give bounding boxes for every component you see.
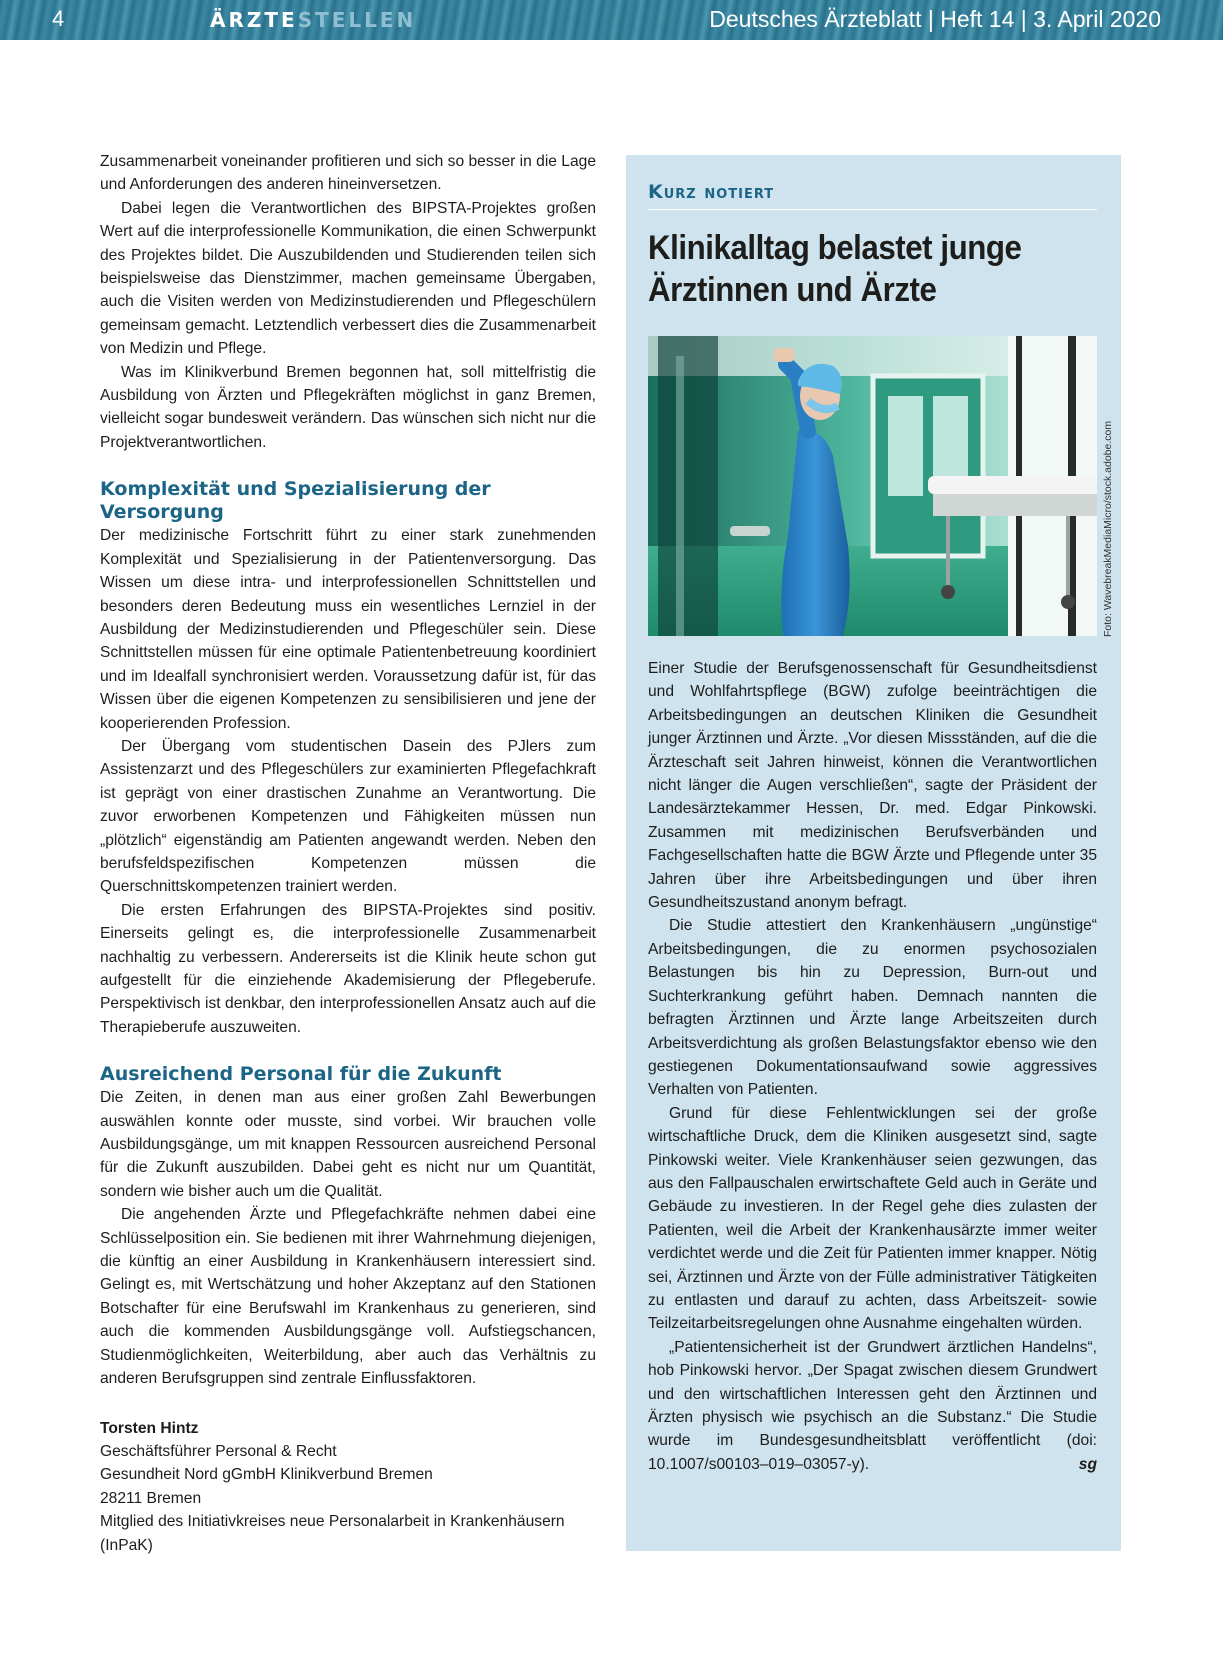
author-organization: Gesundheit Nord gGmbH Klinikverbund Bremen bbox=[100, 1466, 433, 1484]
issue-info: Deutsches Ärzteblatt | Heft 14 | 3. April 2020 bbox=[709, 6, 1161, 32]
author-membership: Mitglied des Initiativkreises neue Personalarbeit in Krankenhäusern (InPaK) bbox=[100, 1513, 565, 1554]
paragraph: Grund für diese Fehlentwicklungen sei der große wirtschaftliche Druck, dem die Kliniken ausgesetzt sind, sagte Pinkowski weiter. Viele Krankenhäuser seien gezwungen, das aus den Fallpauschalen erwirtschaftete Geld auch in Geräte und Gebäude zu investieren. In der Regel gehe dies zulasten der Patienten, weil die Arbeit der Krankenhausärzte immer weiter verdichtet werde und die Zeit für Patienten immer knapper. Nötig sei, Ärztinnen und Ärzte von der Fülle administrativer Tätigkeiten zu entlasten und darauf zu achten, dass Arbeitszeit- sowie Teilzeitarbeitsregelungen ohne Ausnahme eingehalten würden. bbox=[648, 1104, 1097, 1333]
main-article-column bbox=[100, 150, 596, 1557]
paragraph: Der Übergang vom studentischen Dasein des PJlers zum Assistenzarzt und des Pflegeschülers zur examinierten Pflegefachkraft ist geprägt von einer drastischen Zunahme an Verantwortung. Die zuvor erworbenen Kompetenzen und Fähigkeiten müssen nun „plötzlich“ eigenständig am Patienten angewandt werden. Neben den berufsfeldspezifischen Kompetenzen müssen die Querschnittskompetenzen trainiert werden. bbox=[100, 737, 596, 896]
section-heading: Ausreichend Personal für die Zukunft bbox=[100, 1063, 502, 1086]
masthead-part-2: STELLEN bbox=[297, 8, 417, 32]
box-headline: Klinikalltag belastet junge Ärztinnen und Ärzte bbox=[648, 229, 1022, 309]
author-name: Torsten Hintz bbox=[100, 1419, 199, 1437]
paragraph-text: „Patientensicherheit ist der Grundwert ärztlichen Handelns“, hob Pinkowski hervor. „Der Spagat zwischen diesem Grundwert und den wirtschaftlichen Interessen geht den Ärztinnen und Ärzten physisch wie psychisch an die Substanz.“ Die Studie wurde im Bundesgesundheitsblatt veröffentlicht (doi: 10.1007/s00103–019–03057-y). bbox=[648, 1338, 1097, 1473]
paragraph-last bbox=[648, 1336, 1097, 1476]
author-role: Geschäftsführer Personal & Recht bbox=[100, 1442, 337, 1460]
paragraph: Die angehenden Ärzte und Pflegefachkräfte nehmen dabei eine Schlüsselposition ein. Sie bedienen mit ihrer Wahrnehmung diejenigen, die künftig an einer Ausbildung in Krankenhäusern interessiert sind. Gelingt es, mit Wertschätzung und hoher Akzeptanz auf den Stationen Botschafter für eine Berufswahl im Krankenhaus zu generieren, sind auch die kommenden Ausbildungsgänge voll. Aufstiegschancen, Studienmöglichkeiten, Weiterbildung, aber auch das Verhältnis zu anderen Berufsgruppen sind zentrale Einflussfaktoren. bbox=[100, 1206, 596, 1388]
news-box bbox=[626, 155, 1121, 1551]
box-kicker: Kurz notiert bbox=[648, 181, 1097, 210]
author-block bbox=[100, 1417, 596, 1557]
page-header bbox=[0, 0, 1223, 40]
page-number: 4 bbox=[52, 6, 65, 31]
box-body bbox=[648, 657, 1097, 1476]
author-city: 28211 Bremen bbox=[100, 1489, 202, 1507]
paragraph: Die ersten Erfahrungen des BIPSTA-Projektes sind positiv. Einerseits gelingt es, die interprofessionelle Zusammenarbeit nachhaltig zu verbessern. Andererseits ist die Klinik heute schon gut aufgestellt für die einziehende Akademisierung der Pflegeberufe. Perspektivisch ist denkbar, den interprofessionellen Ansatz auch auf die Therapieberufe auszuweiten. bbox=[100, 901, 596, 1036]
paragraph: Die Studie attestiert den Krankenhäusern „ungünstige“ Arbeitsbedingungen, die zu enormen psychosozialen Belastungen bis hin zu Depression, Burn-out und Suchterkrankung geführt haben. Demnach nannten die befragten Ärztinnen und Ärzte lange Arbeitszeiten durch Arbeitsverdichtung als großen Belastungsfaktor ebenso wie den gestiegenen Dokumentationsaufwand sowie aggressives Verhalten von Patienten. bbox=[648, 917, 1097, 1099]
paragraph: Der medizinische Fortschritt führt zu einer stark zunehmenden Komplexität und Spezialisierung in der Patientenversorgung. Das Wissen um diese intra- und interprofessionellen Schnittstellen und besonders deren Bedeutung muss ein wesentliches Lernziel in der Ausbildung der Medizinstudierenden und Pflegeschüler sein. Diese Schnittstellen müssen für eine optimale Patientenbetreuung koordiniert und im Idealfall synchronisiert werden. Voraussetzung dafür ist, für das Wissen über die eigenen Kompetenzen zu sensibilisieren und jene der kooperierenden Profession. bbox=[100, 527, 596, 732]
paragraph: Was im Klinikverbund Bremen begonnen hat, soll mittelfristig die Ausbildung von Ärzten und Pflegekräften möglichst in ganz Bremen, vielleicht sogar bundesweit verändern. Das wünschen sich nicht nur die Projektverantwortlichen. bbox=[100, 363, 596, 451]
masthead bbox=[210, 8, 416, 32]
paragraph: Einer Studie der Berufsgenossenschaft für Gesundheitsdienst und Wohlfahrtspflege (BGW) zufolge beeinträchtigen die Arbeitsbedingungen an deutschen Kliniken die Gesundheit junger Ärztinnen und Ärzte. „Vor diesen Missständen, auf die die Ärzteschaft seit Jahren hinweist, können die Verantwortlichen nicht länger die Augen verschließen“, sagte der Präsident der Landesärztekammer Hessen, Dr. med. Edgar Pinkowski. Zusammen mit medizinischen Berufsverbänden und Fachgesellschaften hatte die BGW Ärzte und Pflegende unter 35 Jahren über ihre Arbeitsbedingungen und über ihren Gesundheitszustand anonym befragt. bbox=[648, 660, 1097, 912]
paragraph: Zusammenarbeit voneinander profitieren und sich so besser in die Lage und Anforderungen des anderen hineinversetzen. bbox=[100, 153, 596, 194]
paragraph: Dabei legen die Verantwortlichen des BIPSTA-Projektes großen Wert auf die interprofessionelle Kommunikation, die einen Schwerpunkt des Projektes bildet. Die Auszubildenden und Studierenden teilen sich beispielsweise das Dienstzimmer, machen gemeinsame Übergaben, auch die Visiten werden von Medizinstudierenden und Pflegeschülern gemeinsam gemacht. Letztendlich verbessert dies die Zusammenarbeit von Medizin und Pflege. bbox=[100, 199, 596, 358]
paragraph: Die Zeiten, in denen man aus einer großen Zahl Bewerbungen auswählen konnte oder musste, sind vorbei. Wir brauchen volle Ausbildungsgänge, um mit knappen Ressourcen ausreichend Personal für die Zukunft auszubilden. Dabei geht es nicht nur um Quantität, sondern wie bisher auch um die Qualität. bbox=[100, 1089, 596, 1200]
photo-credit: Foto: WavebreakMediaMicro/stock.adobe.com bbox=[1102, 420, 1114, 637]
masthead-part-1: ÄRZTE bbox=[210, 8, 298, 32]
nurse-photo bbox=[648, 336, 1097, 636]
section-heading: Komplexität und Spezialisierung der Versorgung bbox=[100, 478, 491, 524]
author-initials: sg bbox=[1078, 1455, 1097, 1473]
